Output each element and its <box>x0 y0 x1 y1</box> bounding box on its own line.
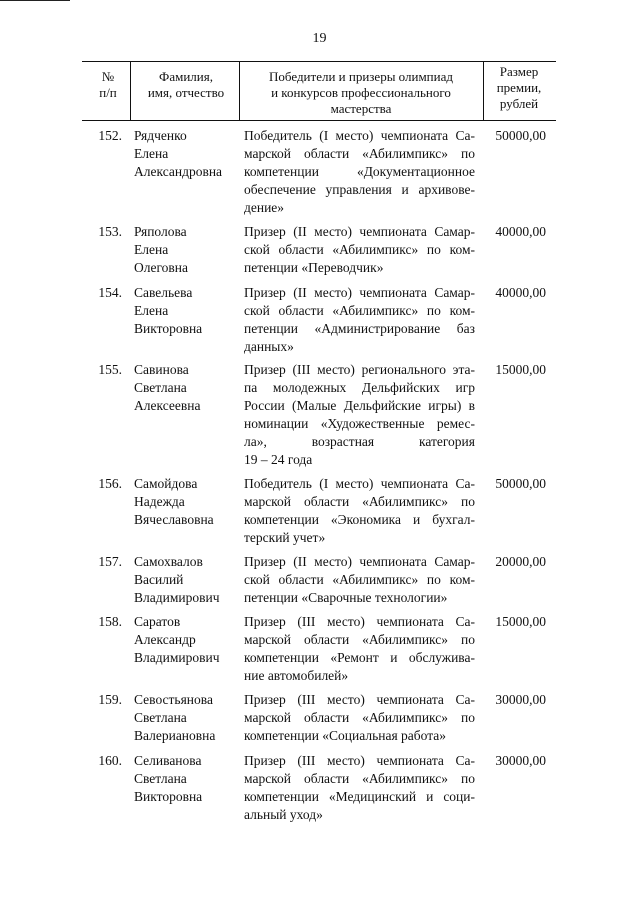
full-name: Самохвалов Василий Владимирович <box>134 554 220 605</box>
row-number: 157. <box>98 554 122 569</box>
row-number: 152. <box>98 128 122 143</box>
achievement-description: Призер (III место) регионального эта- па молодежных Дельфийских игр России (Малые Дельфийские игры) в номинации «Художественные ремес- ла», возрастная категория 19 – 24 года <box>244 362 475 467</box>
column-divider <box>239 61 240 121</box>
achievement-description: Призер (II место) чемпионата Самар- ской области «Абилимпикс» по ком- петенции «Переводчик» <box>244 224 475 275</box>
prize-amount: 20000,00 <box>495 554 546 569</box>
header-col-name: Фамилия, имя, отчество <box>147 69 225 100</box>
full-name: Севостьянова Светлана Валериановна <box>134 692 216 743</box>
full-name: Савинова Светлана Алексеевна <box>134 362 201 413</box>
achievement-description: Победитель (I место) чемпионата Са- марской области «Абилимпикс» по компетенции «Экономика и бухгал- терский учет» <box>244 476 475 545</box>
achievement-description: Победитель (I место) чемпионата Са- марской области «Абилимпикс» по компетенции «Документационное обеспечение управления и архивове- дение» <box>244 128 475 215</box>
row-number: 155. <box>98 362 122 377</box>
column-divider <box>130 61 131 121</box>
prize-amount: 15000,00 <box>495 614 546 629</box>
full-name: Ряполова Елена Олеговна <box>134 224 189 275</box>
achievement-description: Призер (III место) чемпионата Са- марской области «Абилимпикс» по компетенции «Социальная работа» <box>244 692 475 743</box>
full-name: Рядченко Елена Александровна <box>134 128 223 179</box>
row-number: 159. <box>98 692 122 707</box>
row-number: 156. <box>98 476 122 491</box>
row-number: 158. <box>98 614 122 629</box>
full-name: Самойдова Надежда Вячеславовна <box>134 476 214 527</box>
full-name: Селиванова Светлана Викторовна <box>134 753 203 804</box>
full-name: Саратов Александр Владимирович <box>134 614 220 665</box>
prize-amount: 40000,00 <box>495 224 546 239</box>
full-name: Савельева Елена Викторовна <box>134 285 203 336</box>
column-divider <box>483 61 484 121</box>
achievement-description: Призер (II место) чемпионата Самар- ской области «Абилимпикс» по ком- петенции «Сварочные технологии» <box>244 554 475 605</box>
header-bottom-border <box>82 120 556 121</box>
header-col-number: № п/п <box>99 69 117 100</box>
achievement-description: Призер (II место) чемпионата Самар- ской области «Абилимпикс» по ком- петенции «Администрирование баз данных» <box>244 285 475 354</box>
header-col-description: Победители и призеры олимпиад и конкурсов профессионального мастерства <box>269 69 453 116</box>
header-top-border <box>82 61 556 62</box>
header-col-prize: Размер премии, рублей <box>496 64 542 111</box>
achievement-description: Призер (III место) чемпионата Са- марской области «Абилимпикс» по компетенции «Медицинский и соци- альный уход» <box>244 753 475 822</box>
prize-amount: 50000,00 <box>495 476 546 491</box>
prize-amount: 15000,00 <box>495 362 546 377</box>
page-number: 19 <box>312 31 327 46</box>
achievement-description: Призер (III место) чемпионата Са- марской области «Абилимпикс» по компетенции «Ремонт и обслужива- ние автомобилей» <box>244 614 475 683</box>
top-left-rule <box>0 0 70 1</box>
row-number: 154. <box>98 285 122 300</box>
row-number: 153. <box>98 224 122 239</box>
prize-amount: 40000,00 <box>495 285 546 300</box>
prize-amount: 50000,00 <box>495 128 546 143</box>
prize-amount: 30000,00 <box>495 692 546 707</box>
row-number: 160. <box>98 753 122 768</box>
prize-amount: 30000,00 <box>495 753 546 768</box>
